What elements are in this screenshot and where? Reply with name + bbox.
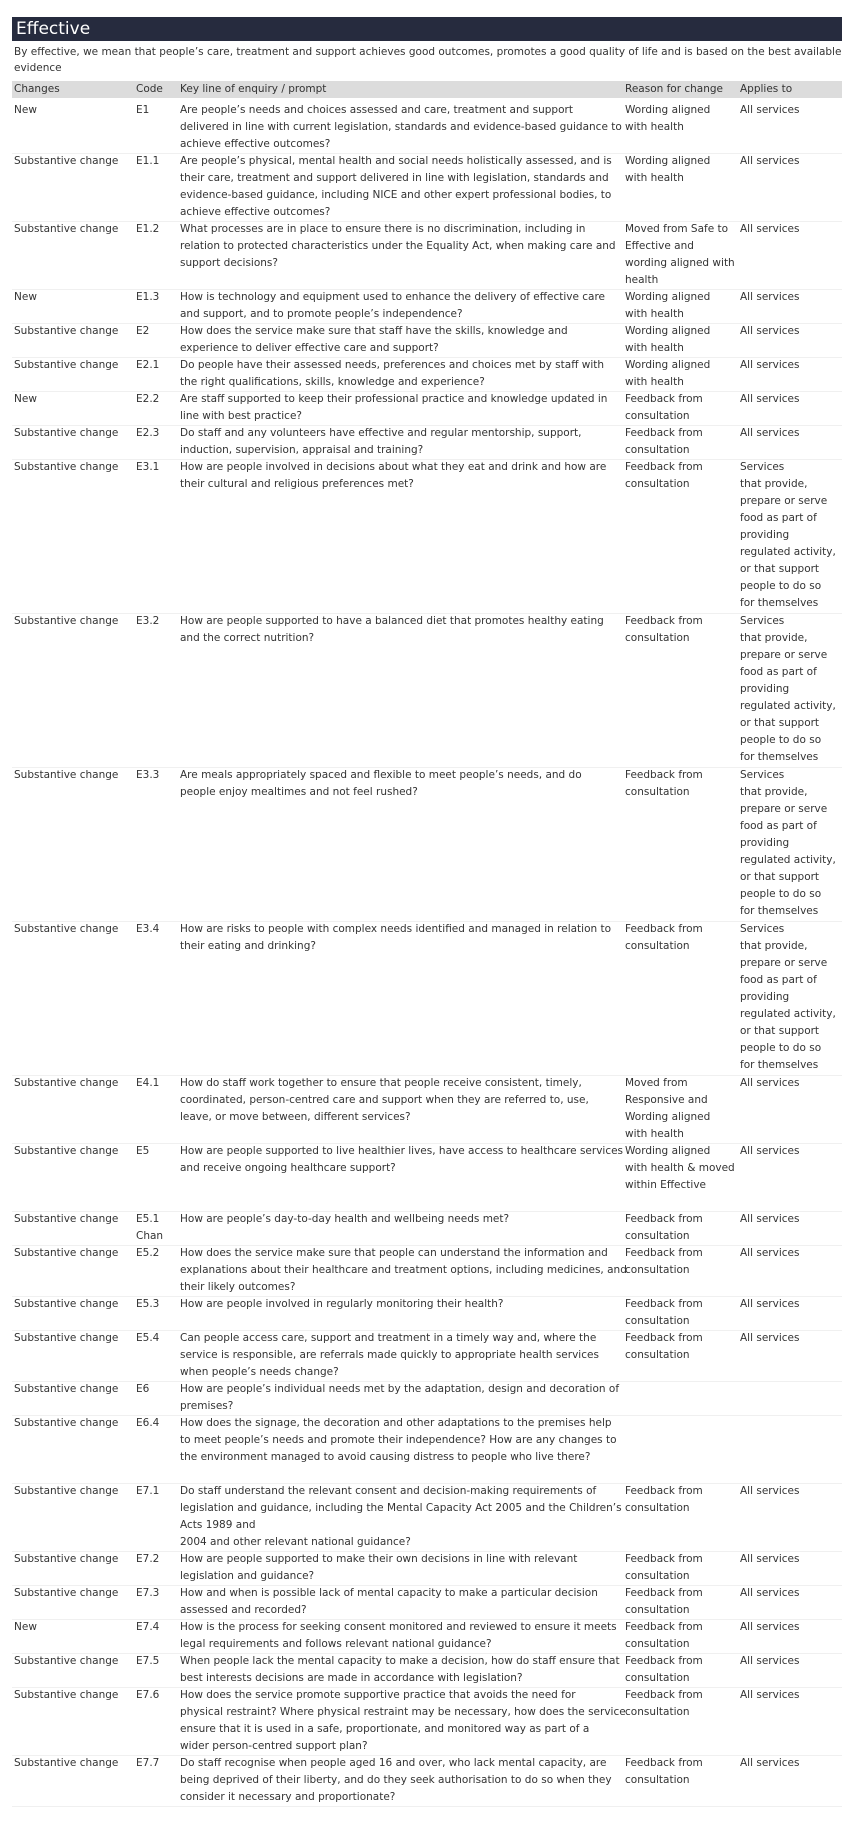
cell-prompt: How does the service promote supportive practice that avoids the need for physical restraint? Where physical restraint may be necessary, how does the service ensure that it is used in a safe, proportionate, and monitored way as part of a wider person-centred support plan? (180, 1689, 626, 1752)
cell-reason: Feedback from consultation (625, 923, 703, 952)
table-header (12, 81, 842, 98)
header-code: Code (136, 83, 163, 95)
table-row (12, 357, 842, 392)
cell-change: Substantive change (14, 1757, 119, 1769)
cell-applies (740, 1415, 840, 1483)
cell-applies: All services (740, 1213, 800, 1225)
cell-change: Substantive change (14, 1298, 119, 1310)
cell-reason: Wording aligned with health (625, 104, 711, 133)
cell-applies: All services (740, 1689, 800, 1701)
cell-applies: All services (740, 1332, 800, 1344)
cell-reason: Wording aligned with health (625, 291, 711, 320)
cell-code: E3.3 (136, 769, 160, 781)
cell-prompt: When people lack the mental capacity to make a decision, how do staff ensure that best interests decisions are made in accordance with legislation? (180, 1655, 620, 1684)
table-row (12, 1381, 842, 1416)
table-row (12, 425, 842, 460)
cell-applies: All services (740, 325, 800, 337)
cell-code: E1.1 (136, 155, 160, 167)
table-row (12, 1755, 842, 1807)
cell-change: Substantive change (14, 1485, 119, 1497)
cell-reason: Feedback from consultation (625, 1655, 703, 1684)
cell-applies: All services (740, 155, 800, 167)
table-row (12, 1653, 842, 1688)
cell-applies: All services (740, 1655, 800, 1667)
table-row (12, 459, 842, 614)
cell-code: E7.4 (136, 1621, 160, 1633)
cell-code: E4.1 (136, 1077, 160, 1089)
cell-reason: Feedback from consultation (625, 1247, 703, 1276)
cell-applies: All services (740, 223, 800, 235)
cell-reason: Feedback from consultation (625, 461, 703, 490)
cell-change: Substantive change (14, 615, 119, 627)
table-row (12, 1330, 842, 1382)
cell-prompt: Are people’s physical, mental health and social needs holistically assessed, and is their care, treatment and support delivered in line with legislation, standards and evidence-based guidance, including NICE and other expert professional bodies, to achieve effective outcomes? (180, 155, 612, 218)
header-applies: Applies to (740, 83, 793, 95)
table-row (12, 1211, 842, 1246)
cell-code: E5.4 (136, 1332, 160, 1344)
cell-change: Substantive change (14, 427, 119, 439)
cell-reason: Wording aligned with health (625, 155, 711, 184)
cell-code: E3.1 (136, 461, 160, 473)
table-row (12, 767, 842, 922)
header-reason: Reason for change (625, 83, 724, 95)
cell-prompt: How are people’s individual needs met by the adaptation, design and decoration of premises? (180, 1383, 620, 1412)
cell-applies: All services (740, 1485, 800, 1497)
cell-prompt: Are people’s needs and choices assessed and care, treatment and support delivered in line with current legislation, standards and evidence-based guidance to achieve effective outcomes? (180, 104, 622, 150)
cell-code: E2 (136, 325, 150, 337)
cell-prompt: How does the service make sure that staff have the skills, knowledge and experience to deliver effective care and support? (180, 325, 568, 354)
cell-change: Substantive change (14, 359, 119, 371)
cell-prompt: Do staff and any volunteers have effective and regular mentorship, support, induction, supervision, appraisal and training? (180, 427, 582, 456)
cell-applies: All services (740, 1298, 800, 1310)
cell-reason (625, 1381, 738, 1415)
cell-reason: Feedback from consultation (625, 427, 703, 456)
cell-applies: All services (740, 1553, 800, 1565)
cell-reason: Wording aligned with health & moved within Effective (625, 1145, 735, 1191)
table-row (12, 1415, 842, 1484)
cell-applies: Services that provide, prepare or serve food as part of providing regulated activity, or that support people to do so for themselves (740, 769, 836, 917)
cell-applies: Services that provide, prepare or serve food as part of providing regulated activity, or that support people to do so for themselves (740, 923, 836, 1071)
cell-reason: Feedback from consultation (625, 1757, 703, 1786)
cell-code: E6 (136, 1383, 150, 1395)
cell-reason: Feedback from consultation (625, 1298, 703, 1327)
cell-change: Substantive change (14, 1332, 119, 1344)
cell-prompt: Do staff recognise when people aged 16 and over, who lack mental capacity, are being deprived of their liberty, and do they seek authorisation to do so when they consider it necessary and proportionate? (180, 1757, 612, 1803)
cell-applies: All services (740, 291, 800, 303)
table-row (12, 1483, 842, 1552)
cell-change: Substantive change (14, 223, 119, 235)
cell-applies: All services (740, 1621, 800, 1633)
cell-change: Substantive change (14, 1145, 119, 1157)
cell-code: E1.2 (136, 223, 160, 235)
cell-change: Substantive change (14, 923, 119, 935)
cell-prompt: Are staff supported to keep their professional practice and knowledge updated in line with best practice? (180, 393, 608, 422)
table-row (12, 1619, 842, 1654)
cell-applies: All services (740, 1077, 800, 1089)
cell-change: Substantive change (14, 461, 119, 473)
cell-change: New (14, 393, 37, 405)
cell-prompt: How are people supported to make their own decisions in line with relevant legislation and guidance? (180, 1553, 578, 1582)
cell-prompt: Do people have their assessed needs, preferences and choices met by staff with the right qualifications, skills, knowledge and experience? (180, 359, 605, 388)
cell-applies: Services that provide, prepare or serve food as part of providing regulated activity, or that support people to do so for themselves (740, 461, 836, 609)
cell-change: Substantive change (14, 1383, 119, 1395)
cell-applies: All services (740, 393, 800, 405)
table-row (12, 1585, 842, 1620)
table-row (12, 1296, 842, 1331)
cell-prompt: Can people access care, support and treatment in a timely way and, where the service is responsible, are referrals made quickly to appropriate health services when people’s needs change? (180, 1332, 599, 1378)
cell-change: Substantive change (14, 1247, 119, 1259)
cell-code: E3.2 (136, 615, 160, 627)
cell-applies: All services (740, 1247, 800, 1259)
cell-reason: Feedback from consultation (625, 393, 703, 422)
cell-code: E1 (136, 104, 150, 116)
cell-applies: All services (740, 1145, 800, 1157)
table-row (12, 1551, 842, 1586)
cell-code: E5 (136, 1145, 150, 1157)
cell-prompt: How are people’s day-to-day health and wellbeing needs met? (180, 1213, 510, 1225)
cell-change: Substantive change (14, 325, 119, 337)
cell-reason: Feedback from consultation (625, 1485, 703, 1514)
cell-prompt: How are people involved in decisions about what they eat and drink and how are their cultural and religious preferences met? (180, 461, 607, 490)
cell-prompt: How is technology and equipment used to enhance the delivery of effective care and support, and to promote people’s independence? (180, 291, 606, 320)
cell-prompt: Do staff understand the relevant consent and decision-making requirements of legislation and guidance, including the Mental Capacity Act 2005 and the Children’s Acts 1989 and 2004 and other relevant national guidance? (180, 1485, 622, 1548)
cell-prompt: Are meals appropriately spaced and flexible to meet people’s needs, and do people enjoy mealtimes and not feel rushed? (180, 769, 582, 798)
table-row (12, 1143, 842, 1212)
cell-code: E2.1 (136, 359, 160, 371)
table-row (12, 1687, 842, 1756)
table-row (12, 921, 842, 1076)
cell-change: Substantive change (14, 1587, 119, 1599)
cell-change: New (14, 1621, 37, 1633)
cell-code: E5.3 (136, 1298, 160, 1310)
cell-change: Substantive change (14, 769, 119, 781)
cell-code: E7.5 (136, 1655, 160, 1667)
cell-reason: Feedback from consultation (625, 1553, 703, 1582)
cell-change: Substantive change (14, 1077, 119, 1089)
cell-reason: Feedback from consultation (625, 615, 703, 644)
cell-prompt: How do staff work together to ensure that people receive consistent, timely, coordinated, person-centred care and support when they are referred to, use, leave, or move between, different services? (180, 1077, 589, 1123)
cell-change: Substantive change (14, 1655, 119, 1667)
cell-change: Substantive change (14, 155, 119, 167)
cell-code: E2.2 (136, 393, 160, 405)
cell-reason: Feedback from consultation (625, 769, 703, 798)
cell-applies: All services (740, 1757, 800, 1769)
cell-code: E6.4 (136, 1417, 160, 1429)
cell-applies: All services (740, 427, 800, 439)
table-row (12, 153, 842, 222)
cell-prompt: How are people supported to live healthier lives, have access to healthcare services and receive ongoing healthcare support? (180, 1145, 624, 1174)
cell-prompt: How are people involved in regularly monitoring their health? (180, 1298, 504, 1310)
cell-reason: Feedback from consultation (625, 1213, 703, 1242)
cell-applies: All services (740, 359, 800, 371)
cell-prompt: What processes are in place to ensure there is no discrimination, including in relation to protected characteristics under the Equality Act, when making care and support decisions? (180, 223, 616, 269)
section-intro: By effective, we mean that people’s care, treatment and support achieves good outcomes, promotes a good quality of life and is based on the best available evidence (14, 46, 842, 74)
cell-reason: Feedback from consultation (625, 1689, 703, 1718)
table-row (12, 613, 842, 768)
cell-reason: Moved from Responsive and Wording aligned with health (625, 1077, 711, 1140)
table-row (12, 391, 842, 426)
cell-prompt: How is the process for seeking consent monitored and reviewed to ensure it meets legal requirements and follows relevant national guidance? (180, 1621, 617, 1650)
cell-code: E3.4 (136, 923, 160, 935)
table-row (12, 1245, 842, 1297)
header-changes: Changes (14, 83, 60, 95)
cell-change: Substantive change (14, 1213, 119, 1225)
cell-prompt: How are people supported to have a balanced diet that promotes healthy eating and the correct nutrition? (180, 615, 604, 644)
table-row (12, 221, 842, 290)
cell-applies: Services that provide, prepare or serve food as part of providing regulated activity, or that support people to do so for themselves (740, 615, 836, 763)
table-row (12, 1075, 842, 1144)
cell-code: E1.3 (136, 291, 160, 303)
table-row (12, 323, 842, 358)
cell-reason: Feedback from consultation (625, 1332, 703, 1361)
header-key-line: Key line of enquiry / prompt (180, 83, 327, 95)
cell-code: E7.6 (136, 1689, 160, 1701)
cell-code: E7.7 (136, 1757, 160, 1769)
section-title: Effective (12, 17, 842, 41)
cell-code: E2.3 (136, 427, 160, 439)
table-row (12, 102, 842, 154)
cell-code: E7.3 (136, 1587, 160, 1599)
cell-prompt: How and when is possible lack of mental capacity to make a particular decision assessed and recorded? (180, 1587, 598, 1616)
cell-change: New (14, 291, 37, 303)
cell-reason (625, 1415, 738, 1483)
cell-prompt: How are risks to people with complex needs identified and managed in relation to their eating and drinking? (180, 923, 612, 952)
cell-code: E7.2 (136, 1553, 160, 1565)
table-row (12, 289, 842, 324)
cell-code: E7.1 (136, 1485, 160, 1497)
cell-reason: Wording aligned with health (625, 325, 711, 354)
cell-change: New (14, 104, 37, 116)
cell-reason: Wording aligned with health (625, 359, 711, 388)
cell-change: Substantive change (14, 1689, 119, 1701)
cell-change: Substantive change (14, 1417, 119, 1429)
cell-applies: All services (740, 1587, 800, 1599)
cell-reason: Feedback from consultation (625, 1621, 703, 1650)
cell-prompt: How does the signage, the decoration and other adaptations to the premises help to meet people’s needs and promote their independence? How are any changes to the environment managed to avoid causing distress to people who live there? (180, 1417, 617, 1463)
cell-prompt: How does the service make sure that people can understand the information and explanations about their healthcare and treatment options, including medicines, and their likely outcomes? (180, 1247, 627, 1293)
cell-applies (740, 1381, 840, 1415)
cell-change: Substantive change (14, 1553, 119, 1565)
cell-applies: All services (740, 104, 800, 116)
cell-reason: Feedback from consultation (625, 1587, 703, 1616)
cell-reason: Moved from Safe to Effective and wording aligned with health (625, 223, 735, 286)
cell-code: E5.1 Chan (136, 1213, 164, 1242)
cell-code: E5.2 (136, 1247, 160, 1259)
